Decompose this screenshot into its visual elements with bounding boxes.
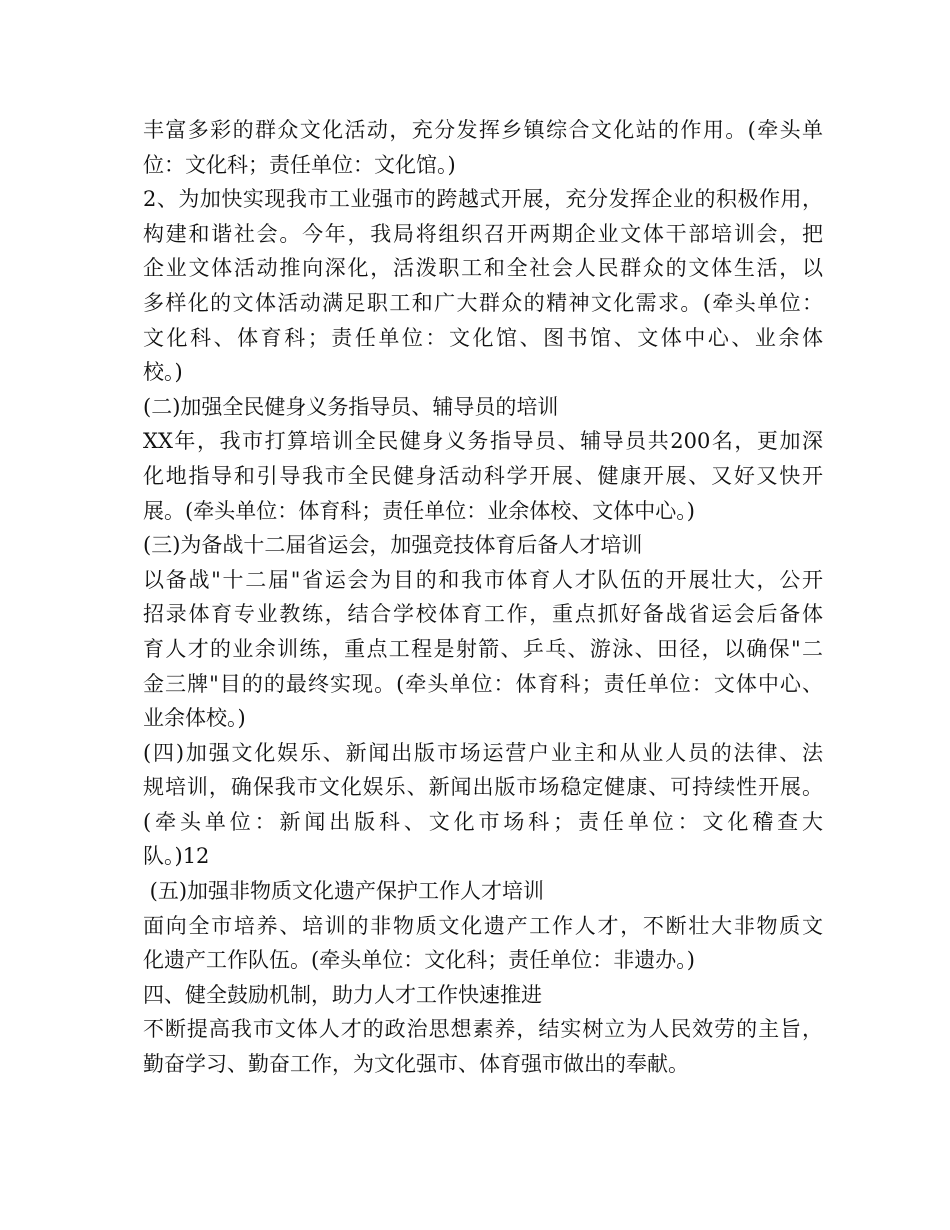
text-line: 规培训，确保我市文化娱乐、新闻出版市场稳定健康、可持续性开展。 xyxy=(143,775,823,800)
text-line: 丰富多彩的群众文化活动，充分发挥乡镇综合文化站的作用。(牵头单 xyxy=(143,118,823,142)
text-line: 2、为加快实现我市工业强市的跨越式开展，充分发挥企业的积极作用， xyxy=(143,187,823,212)
text-line: 不断提高我市文体人才的政治思想素养，结实树立为人民效劳的主旨， xyxy=(143,1017,823,1042)
text-line: 文化科、体育科；责任单位：文化馆、图书馆、文体中心、业余体 xyxy=(143,325,823,350)
text-line: XX年，我市打算培训全民健身义务指导员、辅导员共200名，更加深 xyxy=(143,429,823,454)
text-line: 构建和谐社会。今年，我局将组织召开两期企业文体干部培训会，把 xyxy=(143,221,823,246)
text-line: 校。) xyxy=(143,360,183,385)
text-line: 面向全市培养、培训的非物质文化遗产工作人才，不断壮大非物质文 xyxy=(143,913,823,938)
text-line: 招录体育专业教练，结合学校体育工作，重点抓好备战省运会后备体 xyxy=(143,602,823,627)
text-line: 勤奋学习、勤奋工作，为文化强市、体育强市做出的奉献。 xyxy=(143,1052,689,1077)
text-line: (牵头单位：新闻出版科、文化市场科；责任单位：文化稽查大 xyxy=(143,809,823,834)
text-line: 展。(牵头单位：体育科；责任单位：业余体校、文体中心。) xyxy=(143,498,695,523)
text-line: 位：文化科；责任单位：文化馆。) xyxy=(143,152,456,177)
section-heading: 四、健全鼓励机制，助力人才工作快速推进 xyxy=(143,982,542,1007)
section-heading: (三)为备战十二届省运会，加强竞技体育后备人才培训 xyxy=(143,533,643,558)
text-line: 化地指导和引导我市全民健身活动科学开展、健康开展、又好又快开 xyxy=(143,463,823,488)
text-line: 业余体校。) xyxy=(143,706,246,731)
text-line: 化遗产工作队伍。(牵头单位：文化科；责任单位：非遗办。) xyxy=(143,948,695,973)
text-line: 多样化的文体活动满足职工和广大群众的精神文化需求。(牵头单位： xyxy=(143,290,823,315)
text-line: 队。)12 xyxy=(143,844,210,869)
section-heading: (五)加强非物质文化遗产保护工作人才培训 xyxy=(143,879,545,904)
text-line: 以备战"十二届"省运会为目的和我市体育人才队伍的开展壮大，公开 xyxy=(143,567,823,592)
text-line: 企业文体活动推向深化，活泼职工和全社会人民群众的文体生活，以 xyxy=(143,256,823,281)
text-line: 育人才的业余训练，重点工程是射箭、乒乓、游泳、田径，以确保"二 xyxy=(143,636,823,661)
section-heading: (四)加强文化娱乐、新闻出版市场运营户业主和从业人员的法律、法 xyxy=(143,740,823,765)
section-heading: (二)加强全民健身义务指导员、辅导员的培训 xyxy=(143,394,559,419)
document-body xyxy=(143,113,823,1082)
text-line: 金三牌"目的的最终实现。(牵头单位：体育科；责任单位：文体中心、 xyxy=(143,671,823,696)
